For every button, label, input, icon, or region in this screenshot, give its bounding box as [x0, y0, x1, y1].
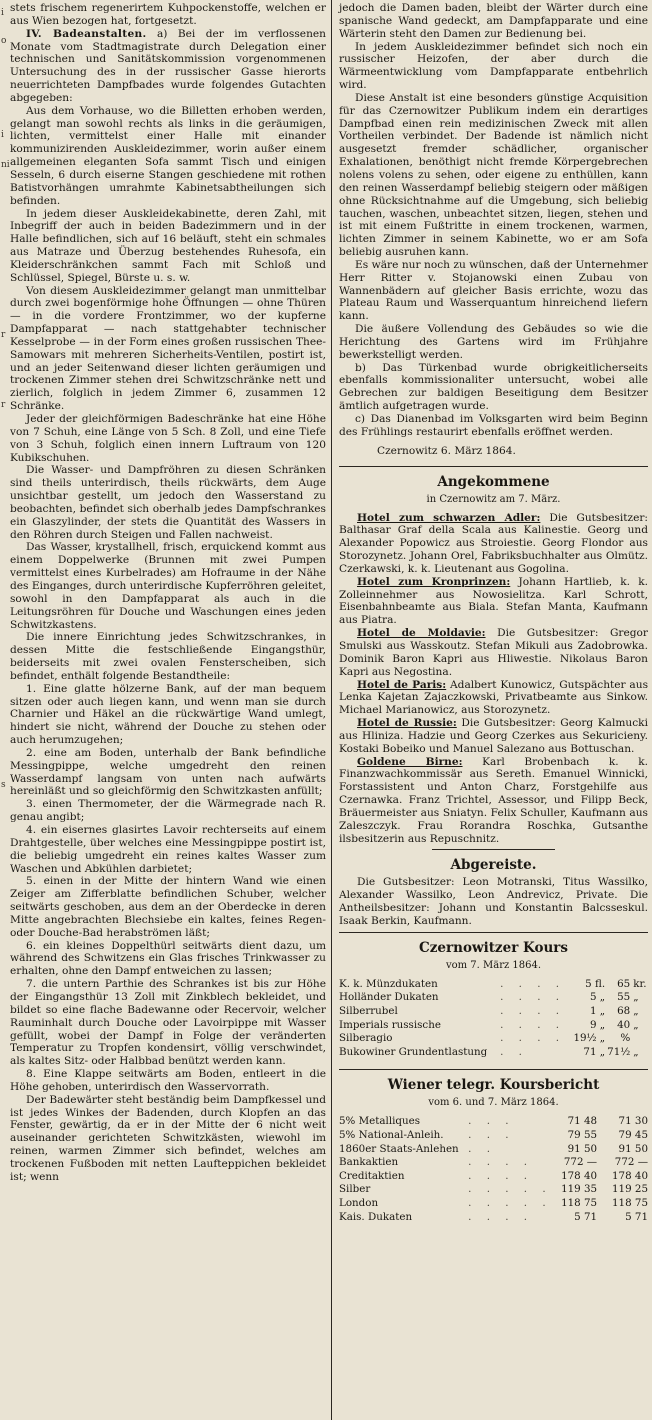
article-paragraph: Es wäre nur noch zu wünschen, daß der Unternehmer Herr Ritter v. Stojanowski einen Zubau von Wannenbädern auf gleicher Basis errichte, wozu das Plateau Raum und Wasserquantum hinreichend liefern kann. [339, 258, 648, 323]
rate-value: 9 „ [589, 1018, 606, 1031]
article-paragraph: Der Badewärter steht beständig beim Dampfkessel und ist jedes Winkes der Badenden, durch Klopfen an das Fenster, gewärtig, da er in der Mitte der 6 nicht weit auseinander gerichteten Schwitzkästen, wiewohl im reinen, warmen Zimmer sich befindet, welches am trockenen Fußboden mit netten Laufteppichen bekleidet ist; wenn [10, 1093, 326, 1183]
leader-dots: . . . . [468, 1210, 534, 1223]
rate-label: Silber [339, 1183, 371, 1196]
table-row [339, 1183, 648, 1197]
rate-value-day1: 118 75 [561, 1196, 598, 1209]
arrivals-subheading: in Czernowitz am 7. März. [426, 493, 561, 505]
article-paragraph: Von diesem Auskleidezimmer gelangt man unmittelbar durch zwei bogenförmige hohe Öffnungen — ohne Thüren — in die vordere Frontzimmer, wo der kupferne Dampfapparat — nach stattgehabter technischer Kesselprobe — in der Form eines großen russischen Thee-Samowars mit mehreren Sicherheits-Ventilen, postirt ist, und an jeder Seitenwand dieser lichten geräumigen und trockenen Zimmer stehen drei Schwitzschränke nett und zierlich, folglich in jedem Zimmer 6, zusammen 12 Schränke. [10, 284, 326, 413]
table-row [339, 1211, 648, 1225]
section-sub-label: a) [156, 27, 168, 40]
arrival-text: Johann Hartlieb, k. k. Zolleinnehmer aus Nowosielitza. Karl Schrott, Eisenbahnbeamte aus Biala. Stefan Manta, Kaufmann aus Piatra. [339, 575, 648, 627]
rate-label: Bankaktien [339, 1156, 399, 1169]
leader-dots: . . . . [500, 1005, 566, 1018]
leader-dots: . . . . [500, 991, 566, 1004]
rate-value-day1: 772 — [563, 1156, 598, 1169]
rate-value-day1: 5 71 [574, 1210, 598, 1223]
table-row [339, 1129, 648, 1143]
list-item-paragraph: 3. einen Thermometer, der die Wärmegrade nach R. genau angibt; [10, 798, 326, 824]
vienna-rates-heading: Wiener telegr. Koursbericht [387, 1077, 600, 1094]
column-rule [331, 0, 332, 1420]
rate-value-day1: 178 40 [561, 1169, 598, 1182]
rate-value-day1: 79 55 [567, 1129, 598, 1141]
rate-value: 5 fl. [585, 977, 606, 990]
leader-dots: . . . . . [468, 1183, 552, 1196]
departures-text: Die Gutsbesitzer: Leon Motranski, Titus Wassilko, Alexander Wassilko, Leon Andrevicz, Private. Die Antheilsbesitzer: Johann und Konstantin Balcsseskul. Isaak Berkin, Kaufmann. [339, 876, 648, 927]
arrival-entry [339, 576, 648, 627]
rate-value-day2: 91 50 [618, 1142, 648, 1155]
rate-value: 65 [617, 977, 631, 990]
arrival-text: Die Gutsbesitzer: Gregor Smulski aus Wasskoutz. Stefan Mikuli aus Zadobrowka. Dominik Baron Kapri aus Hliwestie. Nikolaus Baron Kapri aus Negostina. [339, 627, 648, 678]
rate-label: Kais. Dukaten [339, 1210, 413, 1223]
leader-dots: . . . . [500, 1032, 566, 1045]
arrival-text: Adalbert Kunowicz, Gutspächter aus Lenka Kajetan Zajaczkowski, Privatbeamte aus Sinkow. Michael Marianowicz, aus Storozynetz. [339, 678, 648, 717]
intro-paragraph: stets frischem regenerirtem Kuhpockenstoffe, welchen er aus Wien bezogen hat, fortgesetzt. [10, 2, 326, 27]
czernowitz-rates-date: vom 7. März 1864. [445, 959, 542, 971]
margin-mark: ni [1, 160, 10, 170]
right-column [337, 0, 648, 1420]
rate-label: Holländer Dukaten [339, 991, 439, 1004]
article-paragraph: In jedem dieser Auskleidekabinette, deren Zahl, mit Inbegriff der auch in beiden Badezimmern und in der Halle befindlichen, sich auf 16 beläuft, steht ein schmales aus Matraze und Überzug bestehendes Ruhesofa, ein Kleiderschränkchen sammt Fach mit Schloß und Schlüssel, Spiegel, Bürste u. s. w. [10, 207, 326, 284]
leader-dots: . . . . [500, 977, 566, 990]
margin-mark: o [1, 36, 7, 46]
rate-label: Creditaktien [339, 1169, 405, 1182]
rate-label: 1860er Staats-Anlehen [339, 1142, 459, 1155]
table-row [339, 1197, 648, 1211]
hotel-name: Hotel zum schwarzen Adler: [357, 511, 541, 524]
article-paragraph: Aus dem Vorhause, wo die Billetten erhoben werden, gelangt man sowohl rechts als links in die geräumigen, lichten, vermittelst einer Halle mit einander kommunizirenden Auskleidezimmer, worin außer einem allgemeinen eleganten Sofa sammt Tisch und einigen Sesseln, 6 durch eiserne Stangen geschiedene mit rothen Batistvorhängen umrahmte Kabinetsabtheilungen sich befinden. [10, 104, 326, 207]
section-paragraph [10, 28, 326, 105]
list-item-paragraph: 8. Eine Klappe seitwärts am Boden, entleert in die Höhe gehoben, unterirdisch den Wasservorrath. [10, 1068, 326, 1093]
leader-dots: . . [500, 1045, 528, 1058]
vienna-rates-date: vom 6. und 7. März 1864. [428, 1097, 559, 1109]
section-divider [339, 1069, 648, 1070]
rate-value: 19½ „ [573, 1032, 606, 1045]
list-item-paragraph: 5. einen in der Mitte der hintern Wand wie einen Zeiger am Zifferblatte befindlichen Schuber, welcher seitwärts geschoben, aus dem an der Oberdecke in deren Mitte angebrachten Blechsiebe ein kaltes, feines Regen- oder Douche-Bad herabströmen läßt; [10, 875, 326, 939]
rate-label: London [339, 1196, 379, 1209]
rate-value: 1 „ [589, 1005, 606, 1018]
arrival-entry [339, 627, 648, 678]
list-item-paragraph: 4. ein eisernes glasirtes Lavoir rechterseits auf einem Drahtgestelle, über welches eine Messingpippe postirt ist, die beliebig umgedreht ein reines kaltes Wasser zum Waschen und Abkühlen darbietet; [10, 824, 326, 875]
article-paragraph: Diese Anstalt ist eine besonders günstige Acquisition für das Czernowitzer Publikum indem ein derartiges Dampfbad einen rein medizinischen Zweck mit allen Vortheilen verbindet. Der Badende ist nämlich nicht ausgesetzt fremder schädlicher, organischer Exhalationen, benöthigt nicht fremde Körpergebrechen nolens volens zu sehen, oder eigene zu enthüllen, kann den reinen Wasserdampf beliebig steigern oder mäßigen ohne Rücksichtnahme auf die Umgebung, sich beliebig tauchen, waschen, unbeachtet sitzen, liegen, stehen und ist mit einem Fußtritte in einem trockenen, warmen, lichten Zimmer in seinem Kabinette, wo er am Sofa beliebig ausruhen kann. [339, 91, 648, 259]
leader-dots: . . . [468, 1129, 515, 1141]
margin-mark: i [1, 8, 4, 18]
article-paragraph: Jeder der gleichförmigen Badeschränke hat eine Höhe von 7 Schuh, eine Länge von 5 Sch. 8 Zoll, und eine Tiefe von 3 Schuh, folglich einen innern Luftraum von 120 Kubikschuhen. [10, 413, 326, 464]
arrival-entry [339, 679, 648, 718]
table-row [339, 991, 648, 1005]
table-row [339, 1032, 648, 1046]
hotel-name: Hotel de Paris: [357, 678, 447, 691]
hotel-name: Hotel de Moldavie: [357, 627, 486, 640]
rate-value: 5 „ [589, 991, 606, 1004]
table-row [339, 1170, 648, 1184]
arrival-text: Die Gutsbesitzer: Georg Kalmucki aus Hliniza. Hadzie und Georg Czerkes aus Sekuricieny. Kostaki Bobeiko und Manuel Salezano aus Bottuschan. [339, 717, 648, 755]
rate-unit: kr. [633, 977, 647, 990]
article-paragraph: jedoch die Damen baden, bleibt der Wärter durch eine spanische Wand gedeckt, am Dampfapparate und eine Wärterin steht den Damen zur Bedienung bei. [339, 2, 648, 40]
dateline: Czernowitz 6. März 1864. [377, 444, 516, 457]
rate-unit [630, 1032, 648, 1046]
hotel-name: Goldene Birne: [357, 755, 463, 768]
arrival-text: Die Gutsbesitzer: Balthasar Graf della Scala aus Kalinestie. Georg und Alexander Popowicz aus Stroiestie. Georg Flondor aus Storozynetz. Johann Orel, Fabriksbuchhalter aus Olmütz. Czerkawski, k. k. Lieutenant aus Gogolina. [339, 511, 648, 575]
rate-value-day2: 71 30 [618, 1115, 648, 1128]
rate-unit: „ [633, 1005, 639, 1018]
margin-marks [0, 0, 8, 1420]
vienna-rates-table [339, 1115, 648, 1224]
leader-dots: . . . . [500, 1018, 566, 1031]
rate-value-day2: 5 71 [625, 1210, 648, 1223]
article-paragraph: c) Das Dianenbad im Volksgarten wird beim Beginn des Frühlings restaurirt ebenfalls eröffnet werden. [339, 413, 648, 438]
table-row [339, 1005, 648, 1019]
margin-mark: s [1, 780, 6, 790]
arrivals-heading: Angekommene [437, 473, 550, 490]
rate-value-day2: 118 75 [611, 1196, 648, 1209]
arrival-entry [339, 717, 648, 756]
section-divider [432, 849, 556, 850]
czernowitz-rates-table [339, 978, 648, 1060]
table-row [339, 1046, 648, 1060]
margin-mark: r [1, 400, 6, 410]
article-paragraph: Das Wasser, krystallhell, frisch, erquickend kommt aus einem Doppelwerke (Brunnen mit zwei Pumpen vermittelst eines Kurbelrades) am Hofraume in der Nähe des Einganges, durch unterirdische Kupferröhren geleitet, sowohl in den Dampfapparat als auch in die Leitungsröhren für Douche und Waschungen eines jeden Schwitzkastens. [10, 541, 326, 631]
rate-value: 55 [617, 991, 631, 1004]
margin-mark: r [1, 330, 6, 340]
rate-value: 71 „ [583, 1045, 606, 1058]
article-paragraph: Die Wasser- und Dampfröhren zu diesen Schränken sind theils unterirdisch, theils rückwärts, dem Auge unsichtbar gestellt, um jedoch den Wasserstand zu beobachten, befindet sich oberhalb jedes Dampfschrankes ein Glaszylinder, der stets die Quantität des Wassers in den Röhren durch Steigen und Fallen nachweist. [10, 464, 326, 541]
rate-unit: „ [633, 991, 639, 1004]
rate-label: Bukowiner Grundentlastung [339, 1045, 488, 1058]
rate-unit: „ [633, 1045, 639, 1058]
article-paragraph: In jedem Auskleidezimmer befindet sich noch ein russischer Heizofen, der aber durch die Wärmeentwicklung vom Dampfapparate entbehrlich wird. [339, 40, 648, 92]
arrival-text: Karl Brobenbach k. k. Finanzwachkommissär aus Sereth. Emanuel Winnicki, Forstassistent und Anton Charz, Forstgehilfe aus Czernawka. Franz Trichtel, Assessor, und Filipp Beck, Bräuermeister aus Sniatyn. Felix Schuller, Kaufmann aus Zaleszczyk. Frau Rorandra Roschka, Gutsanthe ilsbesitzerin aus Repuschnitz. [339, 755, 648, 845]
article-paragraph: Die äußere Vollendung des Gebäudes so wie die Herichtung des Gartens wird im Frühjahre bewerkstelligt werden. [339, 323, 648, 361]
table-row [339, 1156, 648, 1170]
list-item-paragraph: 2. eine am Boden, unterhalb der Bank befindliche Messingpippe, welche umgedreht den reinen Wasserdampf langsam von unten nach aufwärts hereinläßt und so gleichförmig den Schwitzkasten anfüllt; [10, 746, 326, 798]
rate-label: K. k. Münzdukaten [339, 977, 438, 990]
rate-value: 71½ [607, 1045, 631, 1058]
leader-dots: . . . . [468, 1156, 534, 1169]
rate-value: 40 [617, 1018, 631, 1031]
arrivals-list [339, 512, 648, 846]
margin-mark: i [1, 130, 4, 140]
rate-value-day2: 119 25 [611, 1183, 648, 1196]
left-column [10, 0, 328, 1420]
rate-unit: „ [633, 1018, 639, 1031]
rate-value-day1: 91 50 [567, 1142, 598, 1155]
rate-value-day2: 79 45 [618, 1129, 648, 1141]
list-item-paragraph: 6. ein kleines Doppelthürl seitwärts dient dazu, um während des Schwitzens ein Glas frisches Trinkwasser zu erhalten, ohne den Dampf entweichen zu lassen; [10, 939, 326, 978]
rate-label: Silberagio [339, 1032, 393, 1045]
list-item-paragraph: 7. die untern Parthie des Schrankes ist bis zur Höhe der Eingangsthür 13 Zoll mit Zinkblech bekleidet, und bildet so eine flache Badewanne oder Recervoir, welcher Rauminhalt durch Douche oder Lavoirpippe mit Wasser gefüllt, wobei der Dampf in Folge der veränderten Temperatur zu Tropfen kondensirt, völlig verschwindet, als kaltes Sitz- oder Halbbad benützt werden kann. [10, 978, 326, 1068]
hotel-name: Hotel zum Kronprinzen: [357, 575, 511, 588]
list-item-paragraph: 1. Eine glatte hölzerne Bank, auf der man bequem sitzen oder auch liegen kann, und wenn man sie durch Charnier und Häkel an die rückwärtige Wand umlegt, hindert sie nicht, während der Douche zu stehen oder auch herumzugehen; [10, 682, 326, 747]
leader-dots: . . . . [468, 1169, 534, 1182]
table-row [339, 1115, 648, 1129]
rate-label: Imperials russische [339, 1018, 441, 1031]
rate-value-day1: 71 48 [567, 1115, 598, 1128]
arrival-entry [339, 512, 648, 576]
rate-label: Silberrubel [339, 1005, 398, 1018]
article-paragraph: Die innere Einrichtung jedes Schwitzschrankes, in dessen Mitte die festschließende Eingangsthür, beiderseits mit zwei ovalen Fensterscheiben, sich befindet, enthält folgende Bestandtheile: [10, 631, 326, 682]
rate-value: 68 [617, 1005, 631, 1018]
rate-value: % [620, 1032, 631, 1045]
section-text: Bei der im verflossenen Monate vom Stadtmagistrate durch Delegation einer technischen und Sanitätskommission vorgenommenen Untersuchung des in der russischer Gasse hierorts neuerrichteten Dampfbades wurde folgendes Gutachten abgegeben: [10, 27, 326, 104]
rate-value-day1: 119 35 [561, 1183, 598, 1196]
table-row [339, 1143, 648, 1157]
czernowitz-rates-heading: Czernowitzer Kours [419, 939, 568, 956]
leader-dots: . . [468, 1142, 496, 1155]
article-paragraph: b) Das Türkenbad wurde obrigkeitlicherseits ebenfalls kommissionaliter untersucht, wobei alle Gebrechen zur baldigen Beseitigung dem Besitzer ämtlich aufgetragen wurde. [339, 361, 648, 413]
section-divider [339, 932, 648, 933]
departures-list [339, 876, 648, 927]
leader-dots: . . . . . [468, 1196, 552, 1209]
departures-heading: Abgereiste. [450, 857, 537, 874]
rate-value-day2: 772 — [614, 1156, 648, 1169]
section-heading: IV. Badeanstalten. [26, 27, 147, 40]
section-divider [339, 466, 648, 467]
arrival-entry [339, 756, 648, 846]
hotel-name: Hotel de Russie: [357, 717, 457, 730]
rate-label: 5% National-Anleih. [339, 1129, 444, 1141]
rate-label: 5% Metalliques [339, 1115, 421, 1128]
rate-value-day2: 178 40 [611, 1169, 648, 1182]
table-row [339, 1019, 648, 1033]
leader-dots: . . . [468, 1115, 515, 1128]
table-row [339, 978, 648, 992]
